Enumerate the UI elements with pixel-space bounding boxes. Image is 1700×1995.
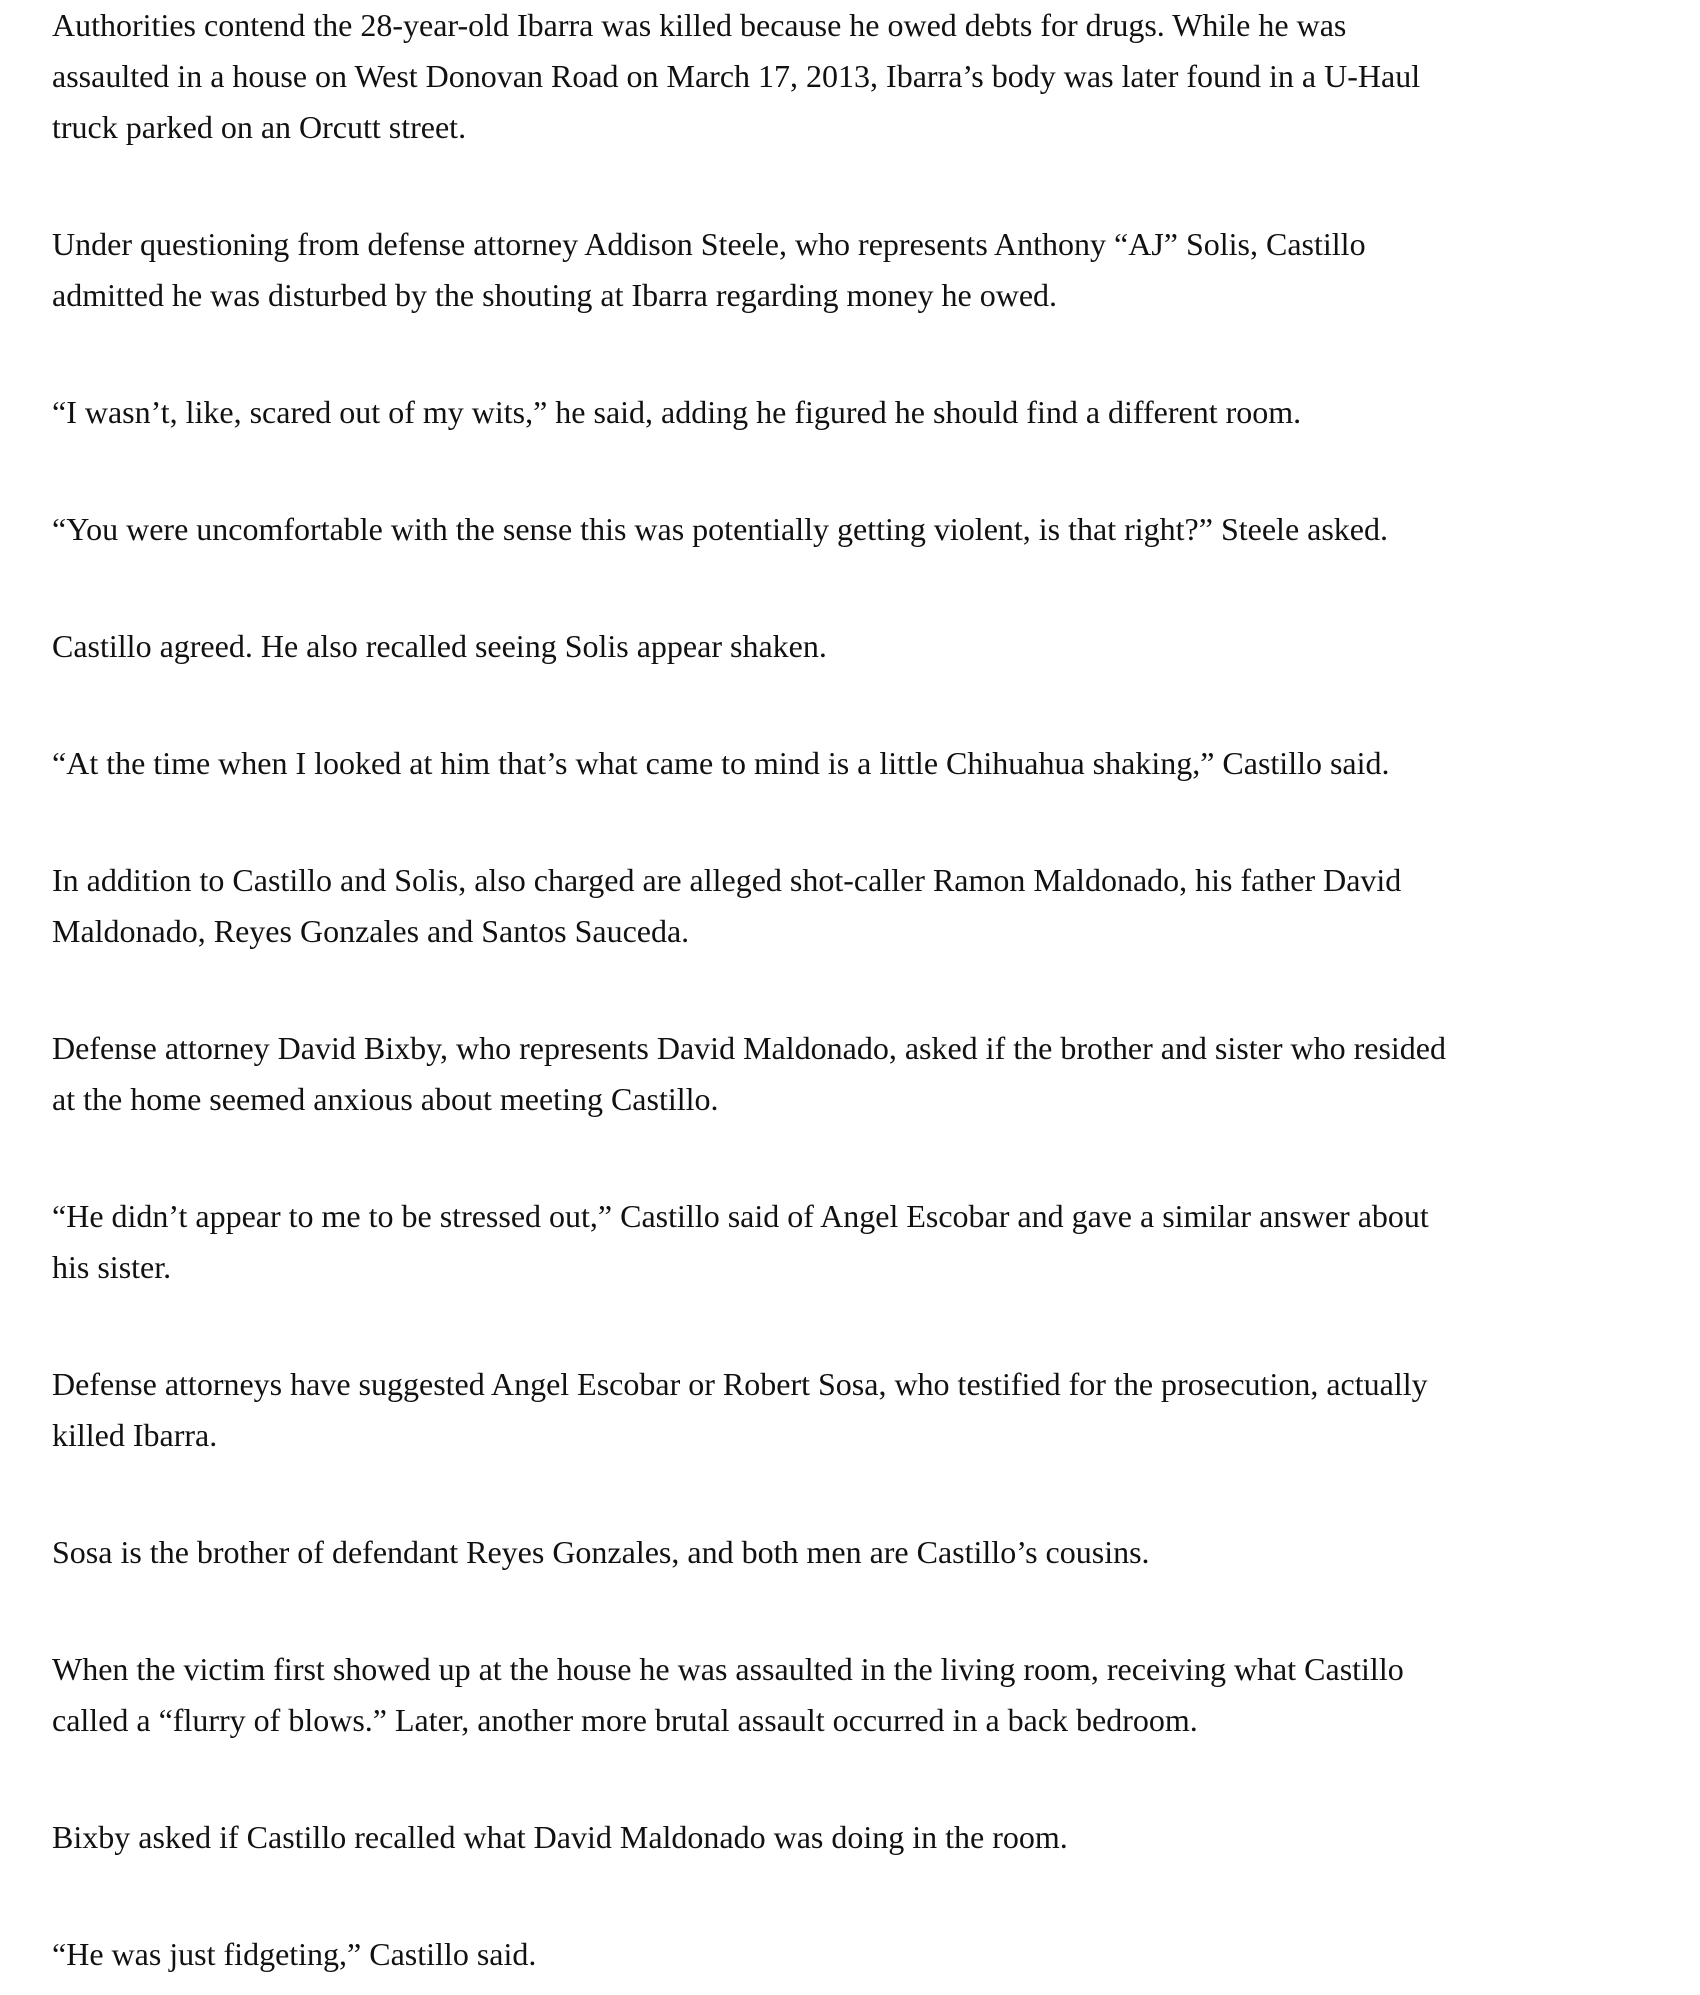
- paragraph: In addition to Castillo and Solis, also charged are alleged shot-caller Ramon Maldonado, his father David Maldonado, Reyes Gonzales and Santos Sauceda.: [52, 862, 1402, 949]
- paragraph: Under questioning from defense attorney Addison Steele, who represents Anthony “AJ” Solis, Castillo admitted he was disturbed by the shouting at Ibarra regarding money he owed.: [52, 226, 1366, 313]
- paragraph: Defense attorney David Bixby, who represents David Maldonado, asked if the brother and sister who resided at the home seemed anxious about meeting Castillo.: [52, 1030, 1446, 1117]
- paragraph: “At the time when I looked at him that’s what came to mind is a little Chihuahua shaking,” Castillo said.: [52, 745, 1390, 781]
- paragraph: “You were uncomfortable with the sense this was potentially getting violent, is that right?” Steele asked.: [52, 511, 1388, 547]
- paragraph: “I wasn’t, like, scared out of my wits,” he said, adding he figured he should find a different room.: [52, 394, 1302, 430]
- paragraph: “He didn’t appear to me to be stressed out,” Castillo said of Angel Escobar and gave a similar answer about his sister.: [52, 1198, 1429, 1285]
- paragraph: Castillo agreed. He also recalled seeing Solis appear shaken.: [52, 628, 827, 664]
- paragraph: Sosa is the brother of defendant Reyes Gonzales, and both men are Castillo’s cousins.: [52, 1534, 1150, 1570]
- paragraph: When the victim first showed up at the house he was assaulted in the living room, receiving what Castillo called a “flurry of blows.” Later, another more brutal assault occurred in a back bedroom.: [52, 1651, 1404, 1738]
- paragraph: Authorities contend the 28-year-old Ibarra was killed because he owed debts for drugs. While he was assaulted in a house on West Donovan Road on March 17, 2013, Ibarra’s body was later found in a U-Haul truck parked on an Orcutt street.: [52, 7, 1421, 145]
- paragraph: “He was just fidgeting,” Castillo said.: [52, 1936, 537, 1972]
- paragraph: Defense attorneys have suggested Angel Escobar or Robert Sosa, who testified for the prosecution, actually killed Ibarra.: [52, 1366, 1428, 1453]
- article-body: [52, 0, 1662, 1980]
- paragraph: Bixby asked if Castillo recalled what David Maldonado was doing in the room.: [52, 1819, 1068, 1855]
